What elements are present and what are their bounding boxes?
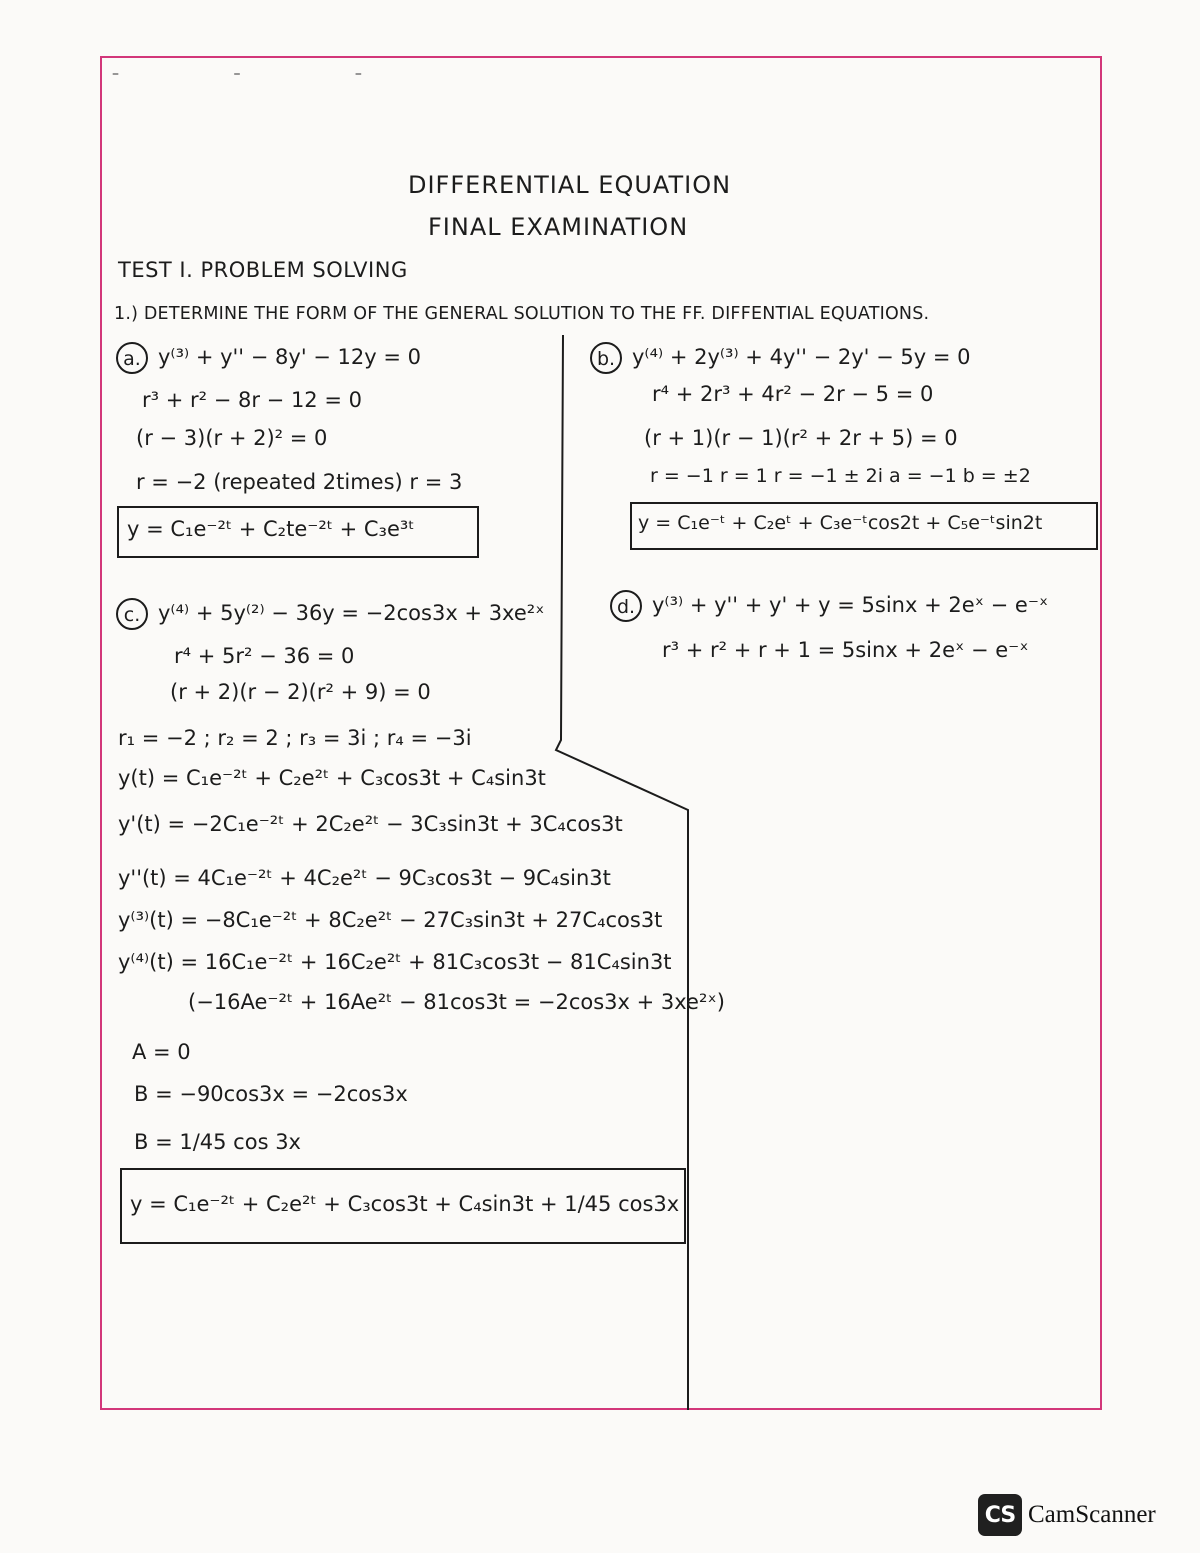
problem-d-equation: d. y⁽³⁾ + y'' + y' + y = 5sinx + 2eˣ − e⁻ˣ bbox=[610, 590, 1048, 622]
problem-c-step: y'(t) = −2C₁e⁻²ᵗ + 2C₂e²ᵗ − 3C₃sin3t + 3C₄cos3t bbox=[118, 812, 623, 836]
problem-c-factored: (r + 2)(r − 2)(r² + 9) = 0 bbox=[170, 680, 431, 704]
instruction: 1.) DETERMINE THE FORM OF THE GENERAL SOLUTION TO THE FF. DIFFENTIAL EQUATIONS. bbox=[114, 304, 930, 324]
problem-c-label: c. bbox=[116, 598, 148, 630]
camscanner-brand: CamScanner bbox=[1028, 1501, 1156, 1528]
problem-c-coefficient: B = −90cos3x = −2cos3x bbox=[134, 1082, 408, 1106]
problem-a-characteristic: r³ + r² − 8r − 12 = 0 bbox=[142, 388, 362, 412]
problem-a-factored: (r − 3)(r + 2)² = 0 bbox=[136, 426, 328, 450]
problem-c-answer: y = C₁e⁻²ᵗ + C₂e²ᵗ + C₃cos3t + C₄sin3t + 1/45 cos3x bbox=[130, 1192, 680, 1216]
problem-a-answer: y = C₁e⁻²ᵗ + C₂te⁻²ᵗ + C₃e³ᵗ bbox=[127, 517, 415, 541]
problem-b-factored: (r + 1)(r − 1)(r² + 2r + 5) = 0 bbox=[644, 426, 958, 450]
test-heading: TEST I. PROBLEM SOLVING bbox=[118, 258, 408, 282]
problem-d-characteristic: r³ + r² + r + 1 = 5sinx + 2eˣ − e⁻ˣ bbox=[662, 638, 1029, 662]
problem-b-answer: y = C₁e⁻ᵗ + C₂eᵗ + C₃e⁻ᵗcos2t + C₅e⁻ᵗsin2t bbox=[638, 512, 1043, 534]
problem-c-equation: c. y⁽⁴⁾ + 5y⁽²⁾ − 36y = −2cos3x + 3xe²ˣ bbox=[116, 598, 545, 630]
problem-c-characteristic: r⁴ + 5r² − 36 = 0 bbox=[174, 644, 355, 668]
problem-a-equation: a. y⁽³⁾ + y'' − 8y' − 12y = 0 bbox=[116, 342, 421, 374]
problem-c-roots: r₁ = −2 ; r₂ = 2 ; r₃ = 3i ; r₄ = −3i bbox=[118, 726, 472, 750]
problem-b-characteristic: r⁴ + 2r³ + 4r² − 2r − 5 = 0 bbox=[652, 382, 934, 406]
title-line-2: FINAL EXAMINATION bbox=[428, 213, 689, 241]
camscanner-logo-icon: CS bbox=[978, 1494, 1022, 1536]
problem-a-label: a. bbox=[116, 342, 148, 374]
top-marks: – – – bbox=[112, 66, 417, 82]
title-line-1: DIFFERENTIAL EQUATION bbox=[408, 171, 732, 199]
problem-d-label: d. bbox=[610, 590, 642, 622]
problem-b-roots: r = −1 r = 1 r = −1 ± 2i a = −1 b = ±2 bbox=[650, 465, 1031, 487]
problem-c-step: y⁽⁴⁾(t) = 16C₁e⁻²ᵗ + 16C₂e²ᵗ + 81C₃cos3t − 81C₄sin3t bbox=[118, 950, 672, 974]
problem-c-step: y⁽³⁾(t) = −8C₁e⁻²ᵗ + 8C₂e²ᵗ − 27C₃sin3t + 27C₄cos3t bbox=[118, 908, 663, 932]
camscanner-watermark bbox=[978, 1494, 1156, 1536]
problem-b-equation: b. y⁽⁴⁾ + 2y⁽³⁾ + 4y'' − 2y' − 5y = 0 bbox=[590, 342, 970, 374]
problem-c-coefficient: B = 1/45 cos 3x bbox=[134, 1130, 301, 1154]
problem-c-coefficient: A = 0 bbox=[132, 1040, 191, 1064]
problem-c-step: y(t) = C₁e⁻²ᵗ + C₂e²ᵗ + C₃cos3t + C₄sin3t bbox=[118, 766, 546, 790]
problem-c-step: y''(t) = 4C₁e⁻²ᵗ + 4C₂e²ᵗ − 9C₃cos3t − 9C₄sin3t bbox=[118, 866, 611, 890]
problem-c-step: (−16Ae⁻²ᵗ + 16Ae²ᵗ − 81cos3t = −2cos3x + 3xe²ˣ) bbox=[188, 990, 725, 1014]
problem-b-label: b. bbox=[590, 342, 622, 374]
problem-a-roots: r = −2 (repeated 2times) r = 3 bbox=[136, 470, 463, 494]
